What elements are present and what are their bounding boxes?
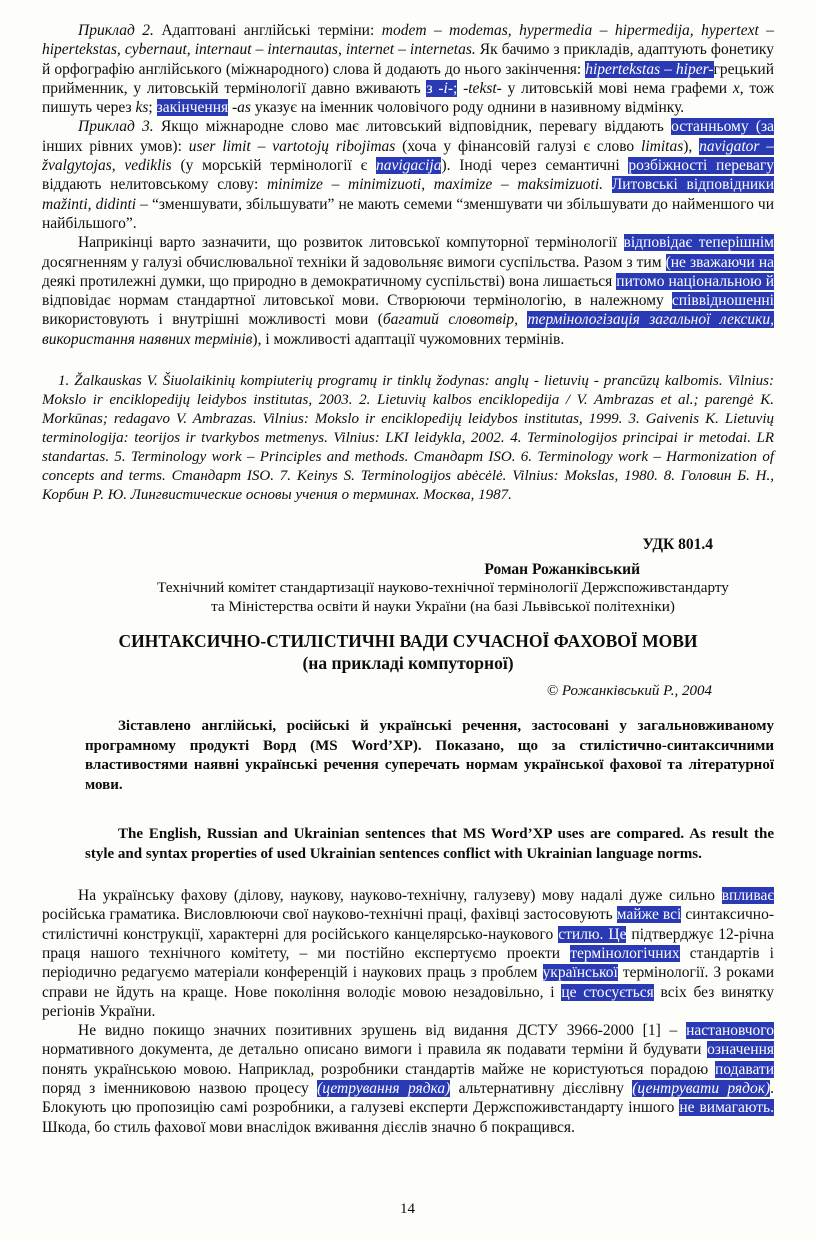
abstract-ukrainian: Зіставлено англійські, російські й українські речення, застосовані у загальновживаному програмному продукті Ворд (MS Word’XP). Показано, що за стилістично-синтаксичними властивостями наявні українські речення суперечать нормам української фахової та літературної мови. bbox=[85, 718, 774, 793]
highlighted-text: питомо національною й bbox=[616, 272, 774, 290]
text-run: 1. Žalkauskas V. Šiuolaikinių kompiuterių programų ir tinklų žodynas: anglų - lietuvių - prancūzų kalbomis. Vilnius: Mokslo ir enciklopedijų leidybos institutas, 2003. 2. Lietuvių kalbos enciklopedija / V. Ambrazas et al.; parengė K. Morkūnas; redagavo V. Ambrazas. Vilnius: Mokslo ir enciklopedijų leidybos institutas, 1999. 3. Gaivenis K. Lietuvių terminologija: teorijos ir tvarkybos metmenys. Vilnius: LKI leidykla, 2002. 4. Terminologijos principai ir metodai. LR standartas. 5. Terminology work – Principles and methods. Стандарт ISO. 6. Terminology work – Harmonization of concepts and terms. Стандарт ISO. 7. Keinys S. Terminologijos abėcėlė. Vilnius: Mokslas, 1980. 8. Головин Б. Н., Корбин Р. Ю. Лингвистические основы учения о терминах. Москва, 1987. bbox=[42, 373, 774, 504]
highlighted-text: співвідношенні bbox=[671, 292, 774, 310]
text-run: mažinti, didinti bbox=[42, 195, 137, 213]
highlighted-text: (цетрування рядка) bbox=[317, 1080, 451, 1098]
text-run: -as bbox=[232, 99, 251, 117]
text-run: грецький прийменник, у литовській термінології давно вживають bbox=[42, 60, 774, 97]
text-run: user limit – vartotojų ribojimas bbox=[188, 137, 396, 155]
paragraph-body-1 bbox=[42, 886, 774, 1021]
affiliation-line-1: Технічний комітет стандартизації науково-технічної термінології Держспоживстандарту bbox=[157, 579, 729, 597]
text-run: ks bbox=[135, 99, 149, 117]
text-run: Якщо міжнародне слово має литовський відповідник, перевагу віддають bbox=[153, 118, 672, 136]
text-run: багатий словотвір, bbox=[382, 311, 528, 329]
highlighted-text: -i- bbox=[438, 79, 453, 97]
paragraph-example-3 bbox=[42, 117, 774, 233]
highlighted-text: navigacija bbox=[376, 157, 442, 175]
paragraph-conclusion bbox=[42, 233, 774, 349]
text-run: Адаптовані англійські терміни: bbox=[153, 22, 382, 39]
text-run: російська граматика. Висловлюючи свої науково-технічні праці, фахівці застосовують bbox=[42, 906, 617, 924]
text-run: досягненням у галузі обчислювальної техніки й задовольняє вимоги суспільства. Разом з тим bbox=[42, 253, 666, 271]
highlighted-text: це стосується bbox=[561, 983, 654, 1001]
text-run: ). Іноді через семантичні bbox=[441, 157, 629, 175]
text-run: . Блокують цю пропозицію самі розробники, а галузеві експерти Держспоживстандарту іншого bbox=[42, 1080, 775, 1117]
highlighted-text: термінологічних bbox=[570, 944, 680, 962]
text-run: понять українською мовою. Наприклад, розробники стандартів майже не користуються порадою bbox=[42, 1060, 715, 1078]
text-run: Приклад 2. bbox=[78, 22, 154, 39]
text-run: указує на іменник чоловічого роду однини в називному відмінку. bbox=[250, 99, 685, 117]
highlighted-text: navigator – bbox=[699, 137, 775, 155]
highlighted-text: (центрувати рядок) bbox=[632, 1080, 771, 1098]
abstract-english: The English, Russian and Ukrainian sentences that MS Word’XP uses are compared. As result the style and syntax properties of used Ukrainian sentences conflict with Ukrainian language norms. bbox=[85, 826, 774, 862]
text-run bbox=[603, 176, 612, 193]
text-run: всіх без винятку регіонів України. bbox=[42, 983, 774, 1020]
highlighted-text: відповідає теперішнім bbox=[623, 234, 774, 252]
highlighted-text: останньому (за bbox=[671, 118, 775, 136]
text-run: (хоча у фінансовій галузі є слово bbox=[395, 137, 642, 155]
text-run: – “зменшувати, збільшувати” не мають семеми “зменшувати чи збільшувати до найменшого чи найбільшого”. bbox=[42, 195, 774, 232]
text-run: відповідає нормам стандартної литовської мови. Створюючи термінологію, в належному bbox=[42, 292, 672, 310]
highlighted-text: ; bbox=[453, 79, 458, 97]
copyright-notice: © Рожанківський Р., 2004 bbox=[546, 683, 712, 700]
text-run: Приклад 3. bbox=[78, 118, 154, 136]
text-run: нормативного документа, де детально описано вимоги і правила як подавати терміни й будувати bbox=[42, 1041, 708, 1059]
text-run: minimize – minimizuoti, maximize – maksimizuoti. bbox=[266, 176, 604, 194]
text-run: деякі протилежні думки, що природно в демократичному суспільстві) вона лишається bbox=[42, 272, 617, 290]
highlighted-text: (не зважаючи на bbox=[665, 253, 775, 271]
text-run: Не видно покищо значних позитивних зрушень від видання ДСТУ 3966-2000 [1] – bbox=[78, 1022, 687, 1040]
text-run: використання наявних термінів bbox=[42, 330, 253, 348]
text-run: -tekst- bbox=[463, 79, 502, 97]
page-number: 14 bbox=[400, 1201, 415, 1217]
text-run: На українську фахову (ділову, наукову, науково-технічну, галузеву) мову надалі дуже сильно bbox=[78, 887, 722, 905]
highlighted-text: подавати bbox=[714, 1060, 774, 1078]
text-run: ; bbox=[148, 99, 157, 117]
text-run: Як бачимо з прикладів, адаптують фонетику й орфографію англійського (міжнародного) слова й додають до нього закінчення: bbox=[42, 41, 774, 78]
highlighted-text: стилю. Це bbox=[558, 925, 627, 943]
highlighted-text: не вимагають. bbox=[679, 1099, 774, 1117]
highlighted-text: впливає bbox=[721, 887, 774, 905]
text-run: x bbox=[732, 79, 740, 97]
text-run: Шкода, бо стиль фахової мови внаслідок вживання дієслів значно б покращився. bbox=[42, 1118, 575, 1136]
paragraph-example-2 bbox=[42, 21, 774, 117]
text-run: (у морській термінології є bbox=[171, 157, 377, 175]
text-run: поряд з іменниковою назвою процесу bbox=[42, 1080, 318, 1098]
highlighted-text: з bbox=[426, 79, 439, 97]
references-list bbox=[42, 372, 774, 505]
highlighted-text: настановчого bbox=[686, 1022, 774, 1040]
article-subtitle: (на прикладі компуторної) bbox=[302, 653, 514, 674]
text-run: стандартів і періодично редагуємо матеріали конференцій і наукових праць з проблем bbox=[42, 944, 774, 982]
highlighted-text: означення bbox=[707, 1041, 774, 1059]
text-run: limitas bbox=[641, 137, 684, 155]
text-run: альтернативну дієслівну bbox=[450, 1080, 633, 1098]
highlighted-text: Литовські відповідники bbox=[611, 176, 775, 194]
article-title: СИНТАКСИЧНО-СТИЛІСТИЧНІ ВАДИ СУЧАСНОЇ ФАХОВОЇ МОВИ bbox=[118, 631, 698, 652]
text-run: у литовській мові нема графеми bbox=[501, 79, 733, 97]
text-run: термінології. З роками справи не йдуть на краще. Нове покоління володіє мовою незадовільно, і bbox=[42, 964, 775, 1001]
text-run: Наприкінці варто зазначити, що розвиток литовської компуторної термінології bbox=[78, 234, 624, 252]
text-run: , тож пишуть через bbox=[42, 79, 775, 117]
text-run: підтверджує 12-річна праця нашого технічного комітету, – ми постійно експертуємо проекти bbox=[42, 925, 774, 962]
affiliation-line-2: та Міністерства освіти й науки України (на базі Львівської політехніки) bbox=[211, 597, 675, 615]
text-run: žvalgytojas, vediklis bbox=[42, 157, 172, 175]
text-run: інших рівних умов): bbox=[42, 137, 189, 155]
author-name: Роман Рожанківський bbox=[484, 561, 640, 579]
text-run: ), і можливості адаптації чужомовних термінів. bbox=[252, 330, 565, 348]
udc-code: УДК 801.4 bbox=[642, 536, 713, 554]
highlighted-text: термінологізація загальної лексики, bbox=[527, 311, 774, 329]
text-run: ), bbox=[683, 137, 700, 155]
highlighted-text: закінчення bbox=[156, 99, 229, 117]
highlighted-text: hipertekstas – hiper- bbox=[585, 60, 714, 78]
highlighted-text: майже всі bbox=[616, 906, 682, 924]
text-run: modem – modemas, hypermedia – hipermedija, hypertext – hipertekstas, cybernaut, internaut – internautas, internet – internetas. bbox=[42, 22, 775, 59]
highlighted-text: української bbox=[542, 964, 618, 982]
text-run: синтаксично-стилістичні конструкції, характерні для російського канцелярсько-наукового bbox=[42, 906, 774, 943]
text-run: використовують і внутрішні можливості мови ( bbox=[42, 311, 383, 329]
paragraph-body-2 bbox=[42, 1021, 774, 1137]
highlighted-text: розбіжності перевагу bbox=[628, 157, 774, 175]
text-run: віддають нелитовському слову: bbox=[42, 176, 267, 194]
